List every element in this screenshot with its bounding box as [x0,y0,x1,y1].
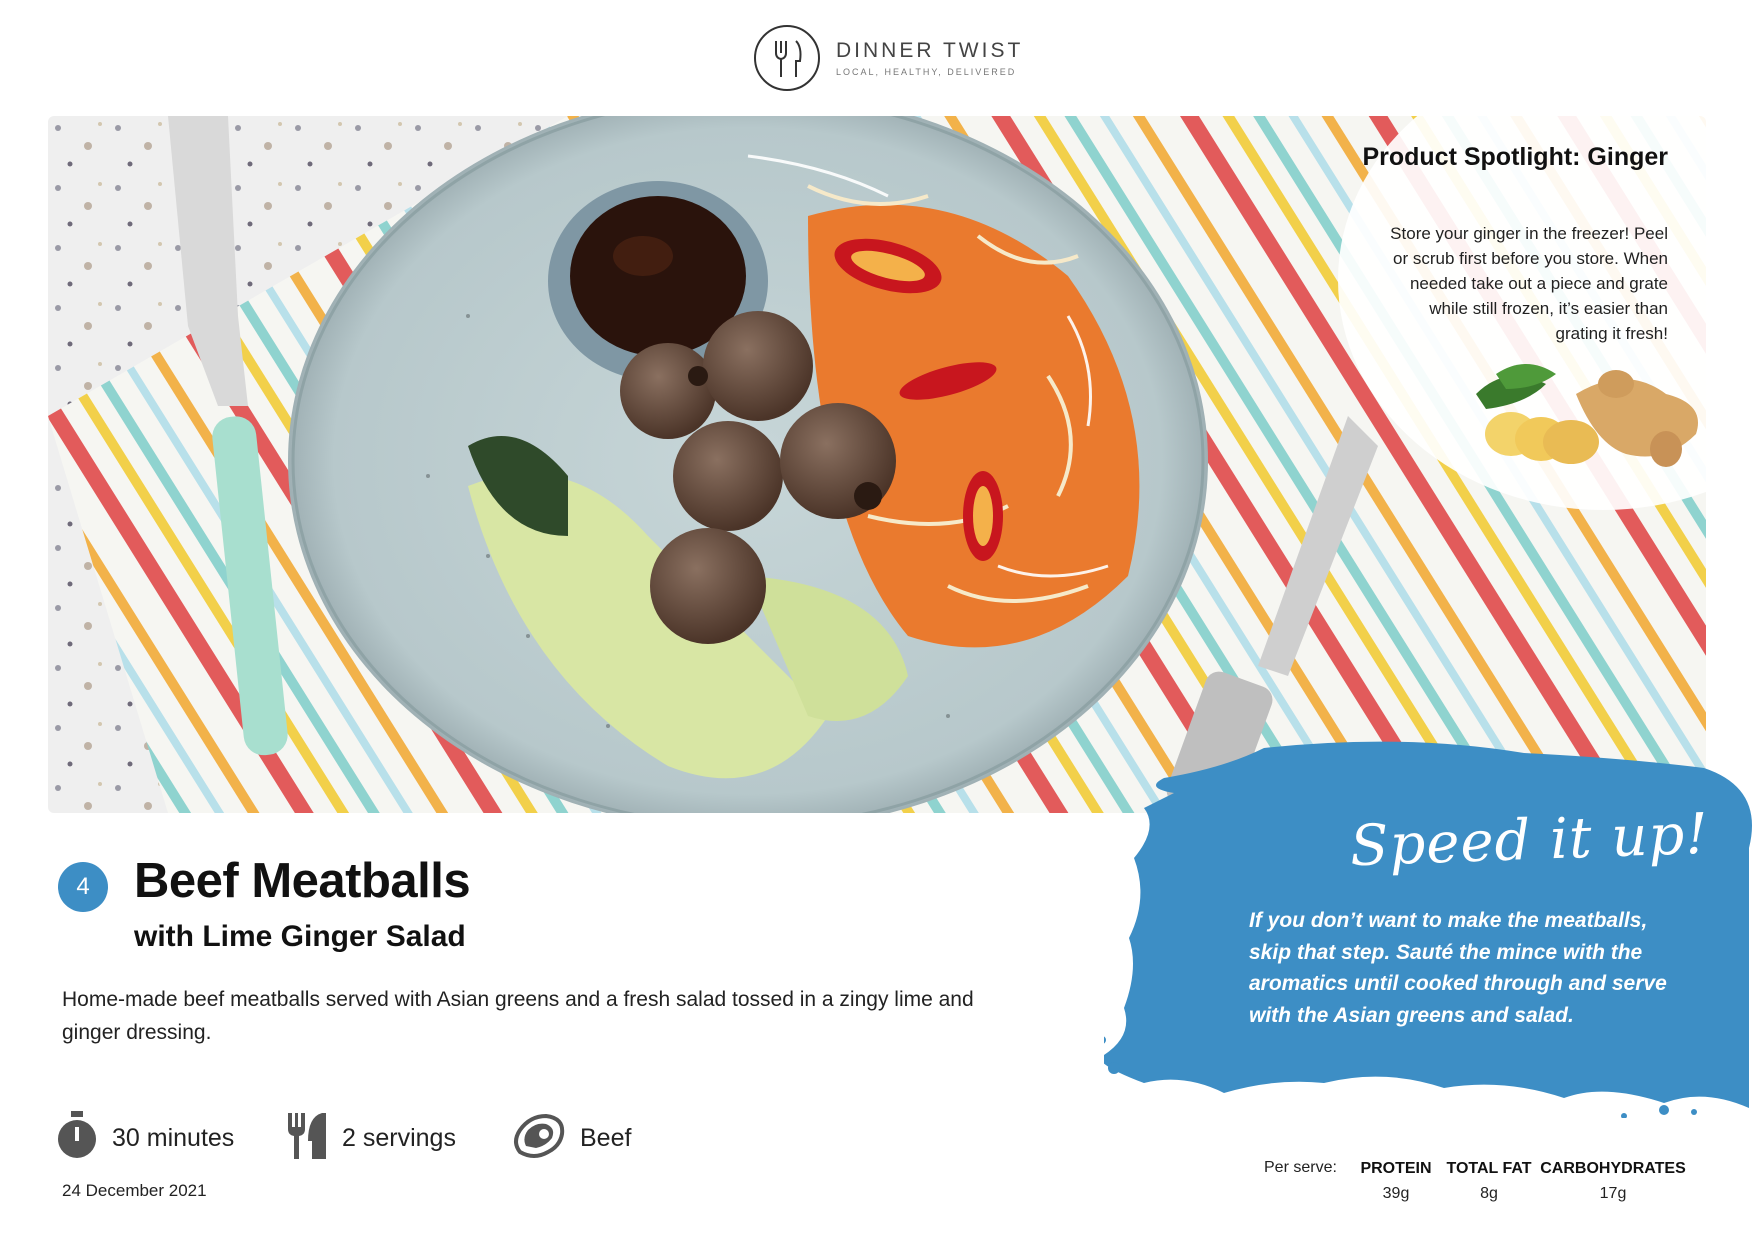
recipe-subtitle: with Lime Ginger Salad [134,920,466,953]
cook-time [56,1108,234,1168]
protein-text: Beef [580,1123,632,1152]
brand-tagline: LOCAL, HEALTHY, DELIVERED [836,67,1017,77]
nutrition-fat-label: TOTAL FAT [1446,1160,1532,1177]
servings-text: 2 servings [342,1123,456,1152]
steak-icon [512,1112,566,1165]
stopwatch-icon [56,1111,98,1166]
nutrition-carbs-label: CARBOHYDRATES [1540,1160,1686,1177]
step-number-badge: 4 [58,862,108,912]
speed-it-up-body: If you don’t want to make the meatballs, skip that step. Sauté the mince with the aromatics until cooked through and serve with the Asian greens and salad. [1249,909,1667,1027]
servings [286,1108,456,1168]
nutrition-carbs-value: 17g [1599,1185,1627,1202]
recipe-date: 24 December 2021 [62,1181,207,1200]
speed-it-up-title: Speed it up! [1348,801,1710,880]
nutrition-protein-label: PROTEIN [1360,1160,1432,1177]
recipe-description: Home-made beef meatballs served with Asian greens and a fresh salad tossed in a zingy lime and ginger dressing. [62,988,974,1044]
protein-type [512,1108,631,1168]
recipe-title: Beef Meatballs [134,854,471,908]
dinner-twist-logo-icon [754,25,820,91]
spotlight-body: Store your ginger in the freezer! Peel or scrub first before you store. When needed take out a piece and grate while still frozen, it’s easier than grating it fresh! [1390,224,1668,343]
nutrition-fat-value: 8g [1480,1185,1498,1202]
fork-knife-icon [286,1111,328,1166]
nutrition-fat [1444,1160,1534,1203]
spotlight-title: Product Spotlight: Ginger [1362,143,1668,171]
nutrition-protein-value: 39g [1382,1185,1410,1202]
nutrition-protein [1356,1160,1436,1203]
brand-logo [754,24,1023,92]
ginger-illustration [1466,354,1706,479]
cook-time-text: 30 minutes [112,1123,235,1152]
brand-name: DINNER TWIST [836,39,1024,62]
nutrition-carbs [1540,1160,1686,1203]
per-serve-label: Per serve: [1264,1159,1337,1176]
